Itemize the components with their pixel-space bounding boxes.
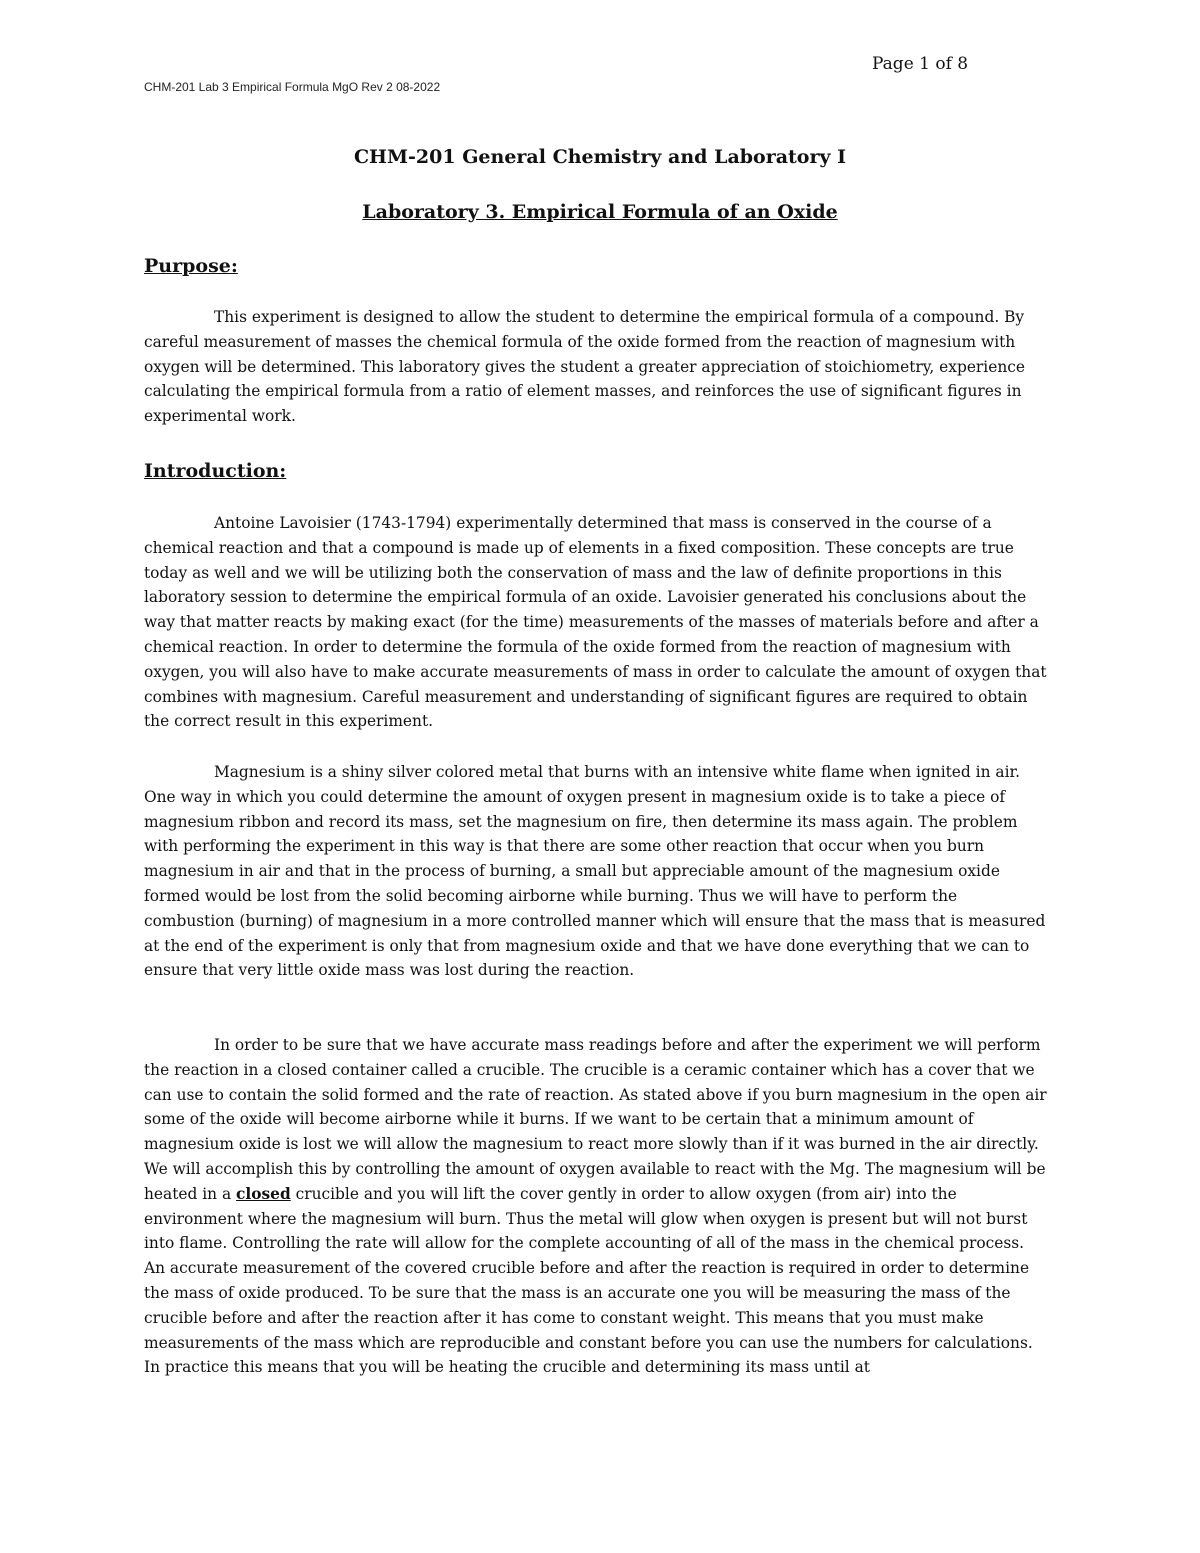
course-title: CHM-201 General Chemistry and Laboratory I (353, 146, 847, 168)
page-number: Page 1 of 8 (872, 54, 969, 74)
introduction-paragraph-1: Antoine Lavoisier (1743-1794) experimentally determined that mass is conserved in the course of a chemical reaction and that a compound is made up of elements in a fixed composition. These concepts are true today as well and we will be utilizing both the conservation of mass and the law of definite proportions in this laboratory session to determine the empirical formula of an oxide. Lavoisier generated his conclusions about the way that matter reacts by making exact (for the time) measurements of the masses of materials before and after a chemical reaction. In order to determine the formula of the oxide formed from the reaction of magnesium with oxygen, you will also have to make accurate measurements of mass in order to calculate the amount of oxygen that combines with magnesium. Careful measurement and understanding of significant figures are required to obtain the correct result in this experiment. (144, 514, 1047, 731)
lab-title: Laboratory 3. Empirical Formula of an Oxide (362, 201, 838, 223)
purpose-paragraph: This experiment is designed to allow the student to determine the empirical formula of a compound. By careful measurement of masses the chemical formula of the oxide formed from the reaction of magnesium with oxygen will be determined. This laboratory gives the student a greater appreciation of stoichiometry, experience calculating the empirical formula from a ratio of element masses, and reinforces the use of significant figures in experimental work. (144, 308, 1025, 426)
paragraph-3-text-end: crucible and you will lift the cover gently in order to allow oxygen (from air) into the environment where the magnesium will burn. Thus the metal will glow when oxygen is present but will not burst into flame. Controlling the rate will allow for the complete accounting of all of the mass in the chemical process. An accurate measurement of the covered crucible before and after the reaction is required in order to determine the mass of oxide produced. To be sure that the mass is an accurate one you will be measuring the mass of the crucible before and after the reaction after it has come to constant weight. This means that you must make measurements of the mass which are reproducible and constant before you can use the numbers for calculations. In practice this means that you will be heating the crucible and determining its mass until at (144, 1184, 1033, 1377)
purpose-heading: Purpose: (144, 255, 238, 277)
introduction-paragraph-2: Magnesium is a shiny silver colored metal that burns with an intensive white flame when ignited in air. One way in which you could determine the amount of oxygen present in magnesium oxide is to take a piece of magnesium ribbon and record its mass, set the magnesium on fire, then determine its mass again. The problem with performing the experiment in this way is that there are some other reaction that occur when you burn magnesium in air and that in the process of burning, a small but appreciable amount of the magnesium oxide formed would be lost from the solid becoming airborne while burning. Thus we will have to perform the combustion (burning) of magnesium in a more controlled manner which will ensure that the mass that is measured at the end of the experiment is only that from magnesium oxide and that we have done everything that we can to ensure that very little oxide mass was lost during the reaction. (144, 763, 1046, 980)
introduction-paragraph-3 (144, 1033, 1049, 1380)
document-header: CHM-201 Lab 3 Empirical Formula MgO Rev 2 08-2022 (144, 80, 441, 94)
introduction-heading: Introduction: (144, 460, 287, 482)
closed-emphasis: closed (236, 1184, 291, 1203)
paragraph-3-text-start: In order to be sure that we have accurate mass readings before and after the experiment we will perform the reaction in a closed container called a crucible. The crucible is a ceramic container which has a cover that we can use to contain the solid formed and the rate of reaction. As stated above if you burn magnesium in the open air some of the oxide will become airborne while it burns. If we want to be certain that a minimum amount of magnesium oxide is lost we will allow the magnesium to react more slowly than if it was burned in the air directly. We will accomplish this by controlling the amount of oxygen available to react with the Mg. The magnesium will be heated in a (144, 1036, 1047, 1203)
